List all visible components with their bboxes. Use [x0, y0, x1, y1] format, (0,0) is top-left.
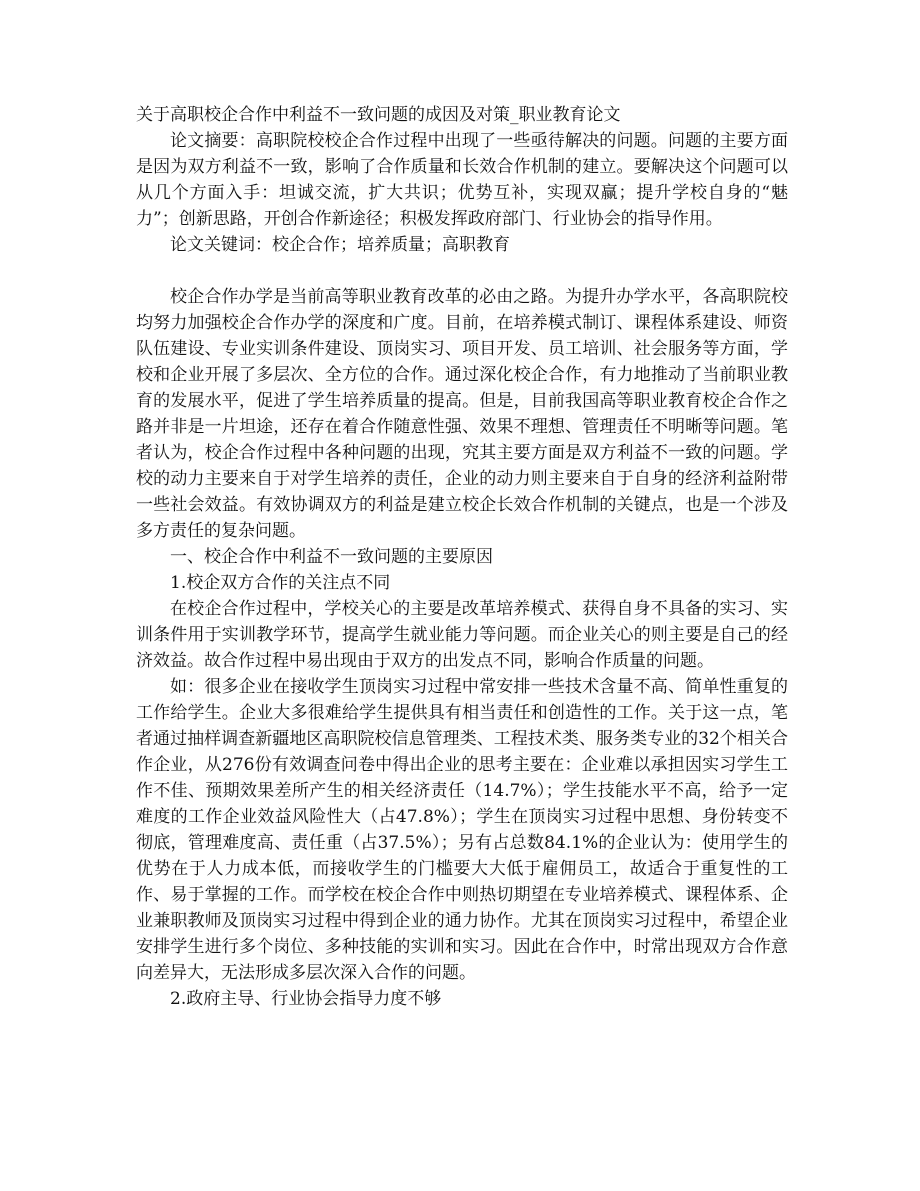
abstract-paragraph: 论文摘要：高职院校校企合作过程中出现了一些亟待解决的问题。问题的主要方面是因为双方利益不一致，影响了合作质量和长效合作机制的建立。要解决这个问题可以从几个方面入手：坦诚交流，扩大共识；优势互补，实现双赢；提升学校自身的“魅力”；创新思路，开创合作新途径；积极发挥政府部门、行业协会的指导作用。 [136, 131, 788, 229]
intro-paragraph: 校企合作办学是当前高等职业教育改革的必由之路。为提升办学水平，各高职院校均努力加强校企合作办学的深度和广度。目前，在培养模式制订、课程体系建设、师资队伍建设、专业实训条件建设、顶岗实习、项目开发、员工培训、社会服务等方面，学校和企业开展了多层次、全方位的合作。通过深化校企合作，有力地推动了当前职业教育的发展水平，促进了学生培养质量的提高。但是，目前我国高等职业教育校企合作之路并非是一片坦途，还存在着合作随意性强、效果不理想、管理责任不明晰等问题。笔者认为，校企合作过程中各种问题的出现，究其主要方面是双方利益不一致的问题。学校的动力主要来自于对学生培养的责任，企业的动力则主要来自于自身的经济利益附带一些社会效益。有效协调双方的利益是建立校企长效合作机制的关键点，也是一个涉及多方责任的复杂问题。 [136, 287, 788, 541]
section-heading: 一、校企合作中利益不一致问题的主要原因 [170, 547, 493, 567]
body-paragraph: 如：很多企业在接收学生顶岗实习过程中常安排一些技术含量不高、简单性重复的工作给学生。企业大多很难给学生提供具有相当责任和创造性的工作。关于这一点，笔者通过抽样调查新疆地区高职院校信息管理类、工程技术类、服务类专业的32个相关合作企业，从276份有效调查问卷中得出企业的思考主要在：企业难以承担因实习学生工作不佳、预期效果差所产生的相关经济责任（14.7%）；学生技能水平不高，给予一定难度的工作企业效益风险性大（占47.8%）；学生在顶岗实习过程中思想、身份转变不彻底，管理难度高、责任重（占37.5%）；另有占总数84.1%的企业认为：使用学生的优势在于人力成本低，而接收学生的门槛要大大低于雇佣员工，故适合于重复性的工作、易于掌握的工作。而学校在校企合作中则热切期望在专业培养模式、课程体系、企业兼职教师及顶岗实习过程中得到企业的通力协作。尤其在顶岗实习过程中，希望企业安排学生进行多个岗位、多种技能的实训和实习。因此在合作中，时常出现双方合作意向差异大，无法形成多层次深入合作的问题。 [136, 677, 788, 983]
document-title: 关于高职校企合作中利益不一致问题的成因及对策_职业教育论文 [136, 105, 621, 125]
document-page [136, 102, 788, 1012]
body-paragraph: 在校企合作过程中，学校关心的主要是改革培养模式、获得自身不具备的实习、实训条件用于实训教学环节，提高学生就业能力等问题。而企业关心的则主要是自己的经济效益。故合作过程中易出现由于双方的出发点不同，影响合作质量的问题。 [136, 599, 788, 671]
subsection-heading: 1.校企双方合作的关注点不同 [170, 573, 391, 593]
blank-line [136, 258, 788, 284]
subsection-heading: 2.政府主导、行业协会指导力度不够 [170, 989, 442, 1009]
keywords-paragraph: 论文关键词：校企合作；培养质量；高职教育 [170, 235, 510, 255]
